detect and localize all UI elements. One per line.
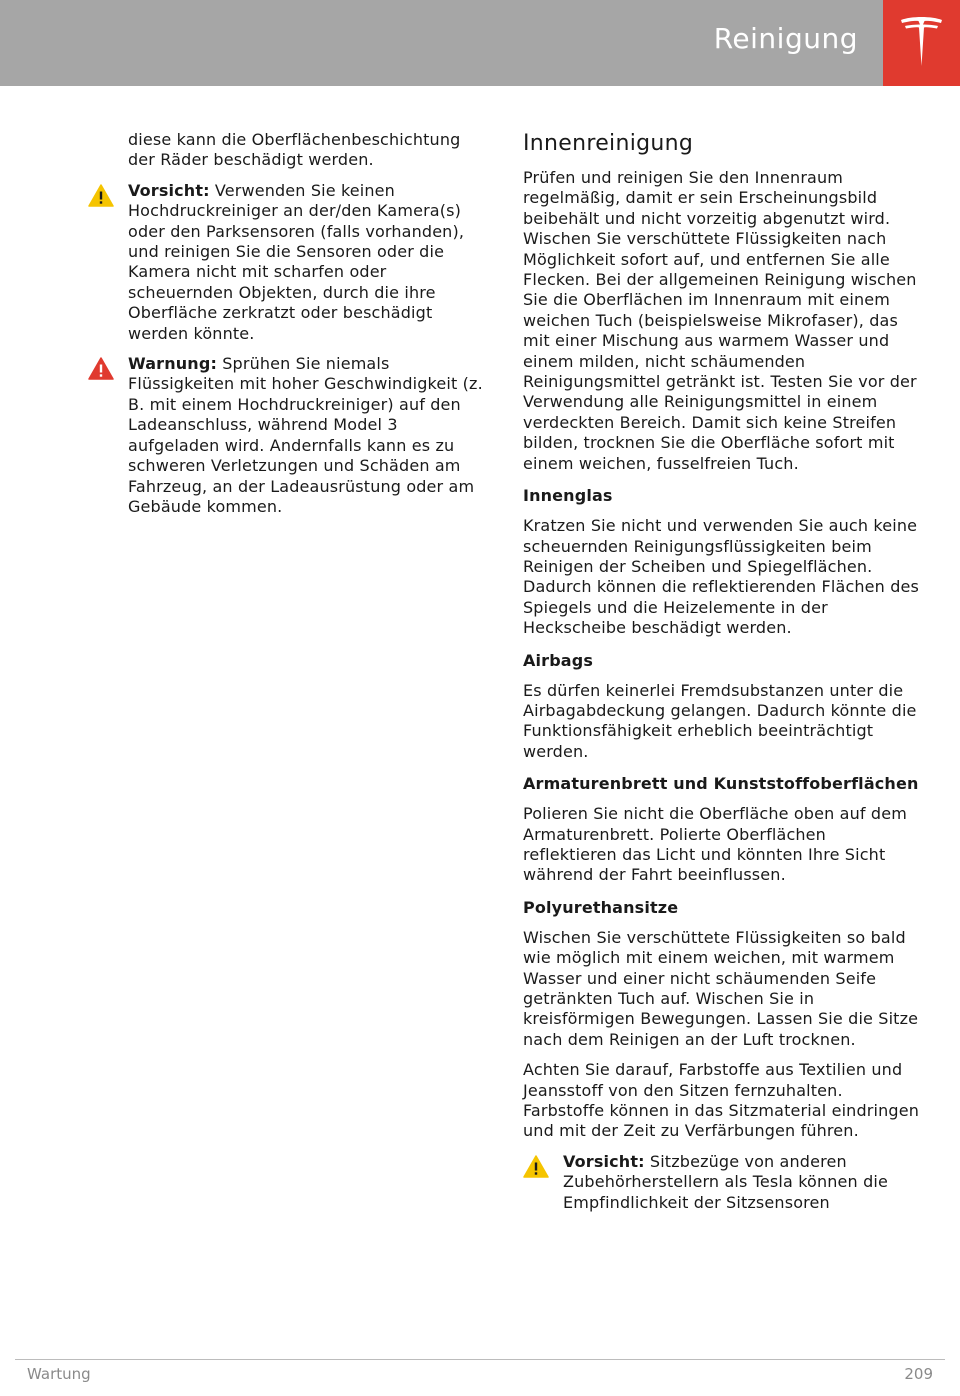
footer-section: Wartung <box>27 1365 91 1383</box>
warning-note <box>128 354 483 517</box>
caution-note <box>128 181 483 344</box>
tesla-logo-icon <box>899 16 944 70</box>
paragraph-polyurethansitze: Wischen Sie verschüttete Flüssigkeiten so bald wie möglich mit einem weichen, mit warmem Wasser und einer nicht schäumenden Seife getränkten Tuch auf. Wischen Sie in kreisförmigen Bewegungen. Lassen Sie die Sitze nach dem Reinigen an der Luft trocknen. <box>523 927 919 1049</box>
paragraph-farbstoffe: Achten Sie darauf, Farbstoffe aus Textilien und Jeansstoff von den Sitzen fernzuhalten. Farbstoffe können in das Sitzmaterial eindringen und mit der Zeit zu Verfärbungen führen. <box>523 1060 919 1141</box>
page-title: Reinigung <box>713 22 858 55</box>
paragraph-armaturenbrett: Polieren Sie nicht die Oberfläche oben auf dem Armaturenbrett. Polierte Oberflächen reflektieren das Licht und könnten Ihre Sicht während der Fahrt beeinflussen. <box>523 804 907 885</box>
continuation-paragraph: diese kann die Oberflächenbeschichtung der Räder beschädigt werden. <box>128 130 461 170</box>
caution-label: Vorsicht: <box>128 180 210 200</box>
caution-triangle-icon <box>523 1155 549 1178</box>
subheading-airbags: Airbags <box>523 650 594 670</box>
intro-paragraph: Prüfen und reinigen Sie den Innenraum regelmäßig, damit er sein Erscheinungsbild beibehält und nicht vorzeitig abgenutzt wird. Wischen Sie verschüttete Flüssigkeiten nach Möglichkeit sofort auf, und entfernen Sie alle Flecken. Bei der allgemeinen Reinigung wischen Sie die Oberflächen im Innenraum mit einem weichen Tuch (beispielsweise Mikrofaser), das mit einer Mischung aus warmem Wasser und einem milden, nicht schäumenden Reinigungsmittel getränkt ist. Testen Sie vor der Verwendung alle Reinigungsmittel in einem verdeckten Bereich. Damit sich keine Streifen bilden, trocknen Sie die Oberfläche sofort mit einem weichen, fusselfreien Tuch. <box>523 168 917 473</box>
page-footer <box>15 1359 945 1396</box>
caution-text: Verwenden Sie keinen Hochdruckreiniger an der/den Kamera(s) oder den Parksensoren (falls vorhanden), und reinigen Sie die Sensoren oder die Kamera nicht mit scharfen oder scheuernden Objekten, durch die ihre Oberfläche zerkratzt oder beschädigt werden könnte. <box>128 180 465 343</box>
right-column <box>523 130 923 1223</box>
caution-triangle-icon <box>88 184 114 207</box>
seat-caution-note <box>523 1152 923 1213</box>
page-header <box>0 0 960 86</box>
section-heading: Innenreinigung <box>523 131 694 156</box>
seat-caution-label: Vorsicht: <box>563 1151 645 1171</box>
warning-text: Sprühen Sie niemals Flüssigkeiten mit hoher Geschwindigkeit (z. B. mit einem Hochdruckreiniger) auf den Ladeanschluss, während Model 3 aufgeladen wird. Andernfalls kann es zu schweren Verletzungen und Schäden am Fahrzeug, an der Ladeausrüstung oder am Gebäude kommen. <box>128 354 483 516</box>
warning-label: Warnung: <box>128 354 217 374</box>
page-number: 209 <box>904 1365 933 1383</box>
subheading-innenglas: Innenglas <box>523 486 613 506</box>
left-column <box>128 130 483 527</box>
subheading-armaturenbrett: Armaturenbrett und Kunststoffoberflächen <box>523 774 919 794</box>
warning-triangle-icon <box>88 357 114 380</box>
paragraph-airbags: Es dürfen keinerlei Fremdsubstanzen unter die Airbagabdeckung gelangen. Dadurch könnte die Funktionsfähigkeit erheblich beeinträchtigt werden. <box>523 680 917 761</box>
logo-box <box>883 0 960 86</box>
subheading-polyurethansitze: Polyurethansitze <box>523 897 679 917</box>
paragraph-innenglas: Kratzen Sie nicht und verwenden Sie auch keine scheuernden Reinigungsflüssigkeiten beim Reinigen der Scheiben und Spiegelflächen. Dadurch können die reflektierenden Flächen des Spiegels und die Heizelemente in der Heckscheibe beschädigt werden. <box>523 516 919 638</box>
seat-caution-text: Sitzbezüge von anderen Zubehörherstellern als Tesla können die Empfindlichkeit der Sitzsensoren <box>563 1151 888 1212</box>
